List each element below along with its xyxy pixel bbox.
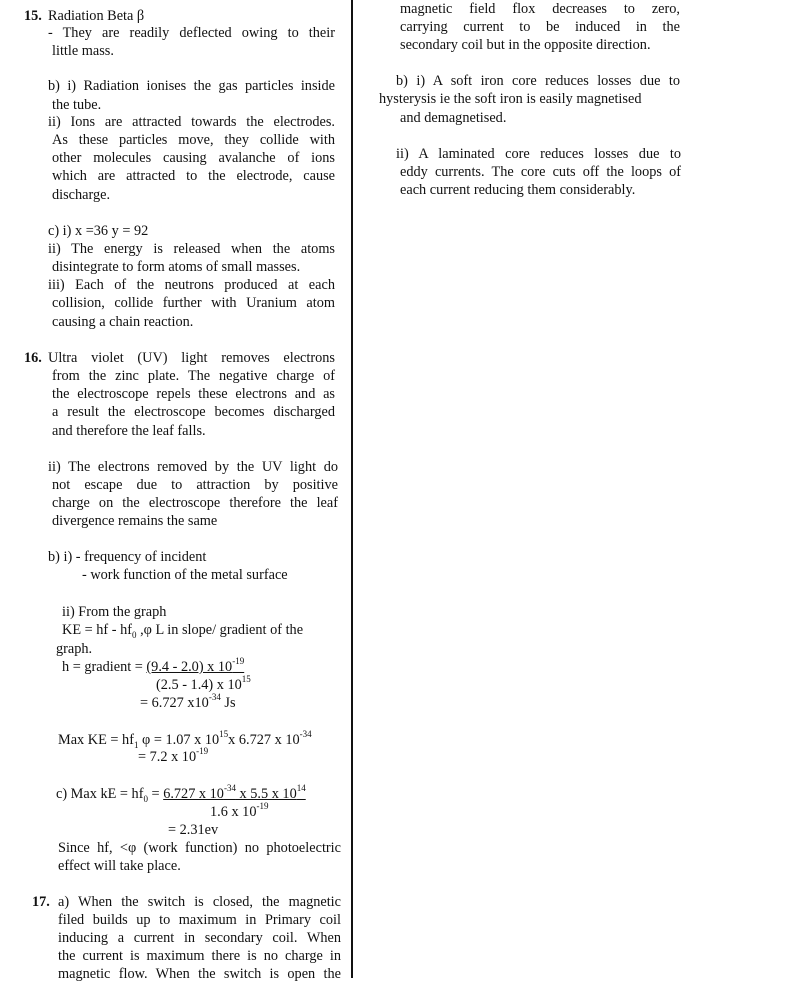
answer-line: little mass. [52,43,114,59]
question-number: 16. [24,350,42,366]
answer-line: graph. [56,641,93,657]
answer-line: Since hf, <φ (work function) no photoelectric [58,840,341,856]
answer-line: the current is maximum there is no charge in [58,948,341,964]
answer-line: ii) A laminated core reduces losses due to [396,146,681,162]
formula-line: KE = hf - $hf_0$ ,φ L in slope/ gradient of the [62,622,304,640]
answer-heading: Radiation Beta β [48,8,145,24]
answer-line: magnetic flow. When the switch is open the [58,966,341,982]
question-number: 15. [24,8,42,24]
answer-line: not escape due to attraction by positive [52,477,338,493]
answer-line: b) i) A soft iron core reduces losses due to [396,73,680,89]
answer-line: other molecules causing avalanche of ions [52,150,335,166]
answer-line: filed builds up to maximum in Primary coil [58,912,341,928]
answer-line: ii) Ions are attracted towards the electrodes. [48,114,335,130]
answer-line: collision, collide further with Uranium atom [52,295,335,311]
answer-line: charge on the electroscope therefore the leaf [52,495,338,511]
answer-line: divergence remains the same [52,513,218,529]
answer-line: c) i) x =36 y = 92 [48,223,149,239]
answer-line: magnetic field flox decreases to zero, [400,1,680,17]
answer-line: Ultra violet (UV) light removes electrons [48,350,335,366]
answer-line: secondary coil but in the opposite direction. [400,37,651,53]
formula-result: = 6.727 $x10^{-34}$ Js [140,692,236,711]
answer-line: effect will take place. [58,858,181,874]
formula-result: = 7.2 x $10^{-19}$ [138,746,209,765]
answer-line: which are attracted to the electrode, cause [52,168,335,184]
answer-line: ii) From the graph [62,604,167,620]
answer-line: - work function of the metal surface [82,567,288,583]
answer-line: inducing a current in secondary coil. When [58,930,341,946]
answer-line: and demagnetised. [400,110,507,126]
formula-line: Max KE = $hf_1$ φ = 1.07 x $10^{15}x$ 6.727 x $10^{-34}$ [58,729,312,750]
answer-line: a) When the switch is closed, the magnetic [58,894,341,910]
answer-line: causing a chain reaction. [52,314,194,330]
answer-line: - They are readily deflected owing to their [48,25,335,41]
answer-line: carrying current to be induced in the [400,19,680,35]
formula-line: h = gradient = (9.4 - 2.0) x $10^{-19}$ [62,656,245,675]
formula-denominator: 1.6 x $10^{-19}$ [210,801,269,820]
answer-line: hysterysis ie the soft iron is easily magnetised [379,91,642,107]
answer-line: the electroscope repels these electrons and as [52,386,335,402]
answer-line: iii) Each of the neutrons produced at each [48,277,335,293]
formula-denominator: (2.5 - 1.4) x $10^{15}$ [156,674,251,693]
answer-line: ii) The electrons removed by the UV light do [48,459,338,475]
answer-line: As these particles move, they collide with [52,132,335,148]
formula-result: = 2.31ev [168,822,219,838]
answer-line: disintegrate to form atoms of small masses. [52,259,301,275]
answer-line: the tube. [52,97,102,113]
answer-line: and therefore the leaf falls. [52,423,206,439]
answer-line: a result the electroscope becomes discharged [52,404,335,420]
question-number: 17. [32,894,50,910]
answer-line: ii) The energy is released when the atoms [48,241,335,257]
answer-line: b) i) Radiation ionises the gas particles inside [48,78,335,94]
formula-line: c) Max kE = $hf_0 = 6.727$ x $10^{-34}$ x 5.5 x $10^{14}$ [56,783,306,804]
answer-line: discharge. [52,187,111,203]
answer-line: from the zinc plate. The negative charge of [52,368,335,384]
column-divider [351,0,353,978]
answer-line: eddy currents. The core cuts off the loops of [400,164,681,180]
answer-line: b) i) - frequency of incident [48,549,207,565]
answer-line: each current reducing them considerably. [400,182,636,198]
